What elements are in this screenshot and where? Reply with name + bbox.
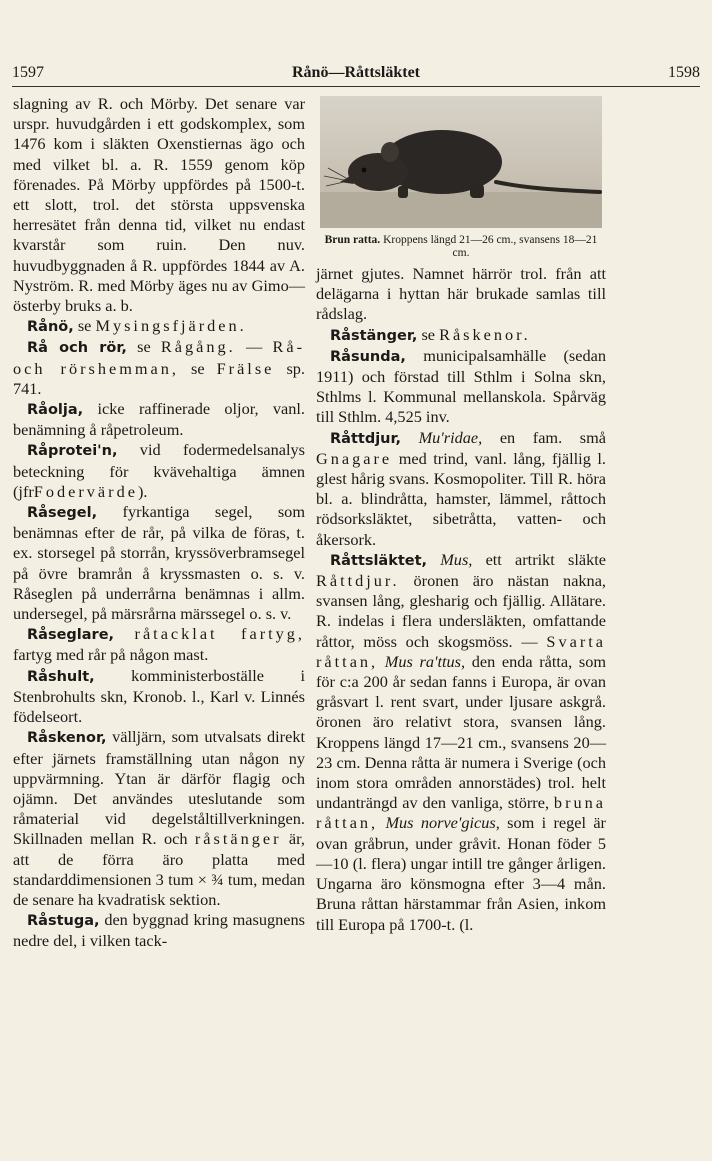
- cross-reference: Frälse: [216, 358, 275, 378]
- left-column: [13, 94, 305, 952]
- entry-rasunda: Råsunda, municipalsamhälle (sedan 1911) och förstad till Sthlm i Solna skn, Sthlms l. Kommunal mellanskola. Spårväg till Sthlm. 4,525 inv.: [316, 345, 606, 427]
- headword: Råttsläktet,: [330, 552, 428, 569]
- headword: Råskenor,: [27, 730, 107, 747]
- headword: Råsegel,: [27, 505, 98, 522]
- entry-raseglare: Råseglare, råtacklat fartyg, fartyg med rår på någon mast.: [13, 624, 305, 665]
- cross-reference: Mysingsfjärden.: [95, 316, 247, 336]
- right-column: [316, 94, 606, 935]
- entry-rattslaktet: Råttsläktet, Mus, ett artrikt släkte Råttdjur. öronen äro nästan nakna, svansen lång, glesharig och fjällig. Allätare. R. indelas i flera undersläkten, omfattande råttor, möss och skogsmöss. — Svarta råttan, Mus ra'ttus, den enda råtta, som för c:a 200 år sedan fanns i Europa, är ovan gråsvart l. rent svart, under ljusare askgrå. öronen äro relativt stora, svansen lång. Kroppens längd 17—21 cm., svansens 20—23 cm. Denna råtta är numera i Sverige (och inom stora områden annorstädes) trol. helt undanträngd av den vanliga, större, bruna råttan, Mus norve'gicus, som i regel är ovan gråbrun, under gråvit. Honan föder 5—10 (l. flera) ungar intill tre gånger årligen. Ungarna äro könsmogna efter 3—4 mån. Bruna råttan härstammar från Asien, inkom till Europa på 1700-t. (l.: [316, 549, 607, 934]
- cross-reference: Råttdjur.: [316, 571, 400, 591]
- cross-reference: Gnagare: [316, 448, 393, 468]
- entry-rano: Rånö, se Mysingsfjärden.: [27, 316, 247, 336]
- cross-reference: bruna råttan,: [316, 793, 606, 833]
- headword: Råshult,: [27, 668, 95, 685]
- headword: Råttdjur,: [330, 430, 402, 447]
- entry-raprotein: Råprotei'n, vid fodermedelsanalys beteckning för kvävehaltiga ämnen (jfrFodervärde).: [13, 440, 305, 501]
- entry-rastanger: Råstänger, se Råskenor.: [330, 324, 531, 344]
- header-title: Rånö—Råttsläktet: [292, 64, 420, 81]
- right-page-number: 1598: [668, 64, 700, 81]
- header-rule: [12, 86, 700, 87]
- rat-photo: [320, 96, 602, 228]
- headword: Rånö,: [27, 319, 74, 336]
- cross-reference: Fodervärde: [33, 481, 138, 501]
- entry-raolja: Råolja, icke raffinerade oljor, vanl. benämning å råpetroleum.: [13, 399, 305, 440]
- entry-rashult: Råshult, komministerboställe i Stenbrohults skn, Kronob. l., Karl v. Linnés födelseort.: [13, 665, 305, 727]
- left-page-number: 1597: [12, 64, 44, 81]
- entry-rattdjur: Råttdjur, Mu'ridae, en fam. små Gnagare med trind, vanl. lång, fjällig l. glest hårig svans. Kosmopoliter. Till R. höra bl. a. blindråtta, hamster, lämmel, råttoch rödsorksläktet, sibetråtta, vatten- och åkersork.: [316, 427, 606, 549]
- brown-rat-illustration: [320, 96, 602, 228]
- entry-ra-och-ror: Rå och rör, se Rågång. — Rå- och rörshemman, se Frälse sp. 741.: [13, 337, 305, 398]
- figure-caption: Brun ratta. Kroppens längd 21—26 cm., svansens 18—21 cm.: [324, 234, 598, 259]
- cross-reference: Rå- och rörshemman,: [13, 337, 305, 378]
- headword: Råseglare,: [27, 627, 115, 644]
- left-continuation: slagning av R. och Mörby. Det senare var urspr. huvudgården i ett godskomplex, som 1476 kom i släkten Oxenstiernas ägo och med vilket bl. a. R. 1559 genom köp förenades. På Mörby uppfördes på 1500-t. ett slott, trol. det största uppsvenska herresätet från denna tid, vilket nu endast kvarstår som ruin. Den nuv. huvudbyggnaden å R. uppfördes 1844 av A. Nyström. R. med Mörby äges nu av Gimo—österby bruks a. b.: [13, 94, 305, 316]
- cross-reference: råtacklat fartyg,: [134, 624, 305, 644]
- cross-reference: Rågång.: [160, 337, 236, 357]
- headword: Råstuga,: [27, 913, 100, 930]
- rat-figure: [316, 96, 606, 260]
- cross-reference: råstänger: [194, 829, 282, 849]
- entry-rastuga: Råstuga, den byggnad kring masugnens nedre del, i vilken tack-: [13, 910, 305, 951]
- right-continuation: järnet gjutes. Namnet härrör trol. från att delägarna i hyttan här brukade samlas till rådslag.: [316, 264, 606, 324]
- cross-reference: Svarta råttan,: [316, 631, 606, 671]
- running-header: [12, 58, 700, 82]
- headword: Råprotei'n,: [27, 443, 118, 460]
- headword: Rå och rör,: [27, 340, 127, 357]
- headword: Råstänger,: [330, 327, 418, 344]
- headword: Råsunda,: [330, 348, 406, 365]
- entry-raskenor: Råskenor, välljärn, som utvalsats direkt efter järnets framställning utan någon ny uppvärmning. Ytan är därför flagig och ojämn. Det användes uteslutande som råmaterial vid degelståltillverkningen. Skillnaden mellan R. och råstänger är, att de förra äro platta med standarddimensionen 3 tum × ¾ tum, medan de senare ha kvadratisk sektion.: [13, 727, 305, 909]
- entry-rasegel: Råsegel, fyrkantiga segel, som benämnas efter de rår, på vilka de föras, t. ex. storsegel på storrån, kryssöverbramsegel på övre bramrån å kryssmasten o. s. v. Råseglen på underrårna benämnas i allm. undersegel, på märsrårna märssegel o. s. v.: [13, 502, 305, 624]
- cross-reference: Råskenor.: [439, 324, 531, 344]
- headword: Råolja,: [27, 402, 84, 419]
